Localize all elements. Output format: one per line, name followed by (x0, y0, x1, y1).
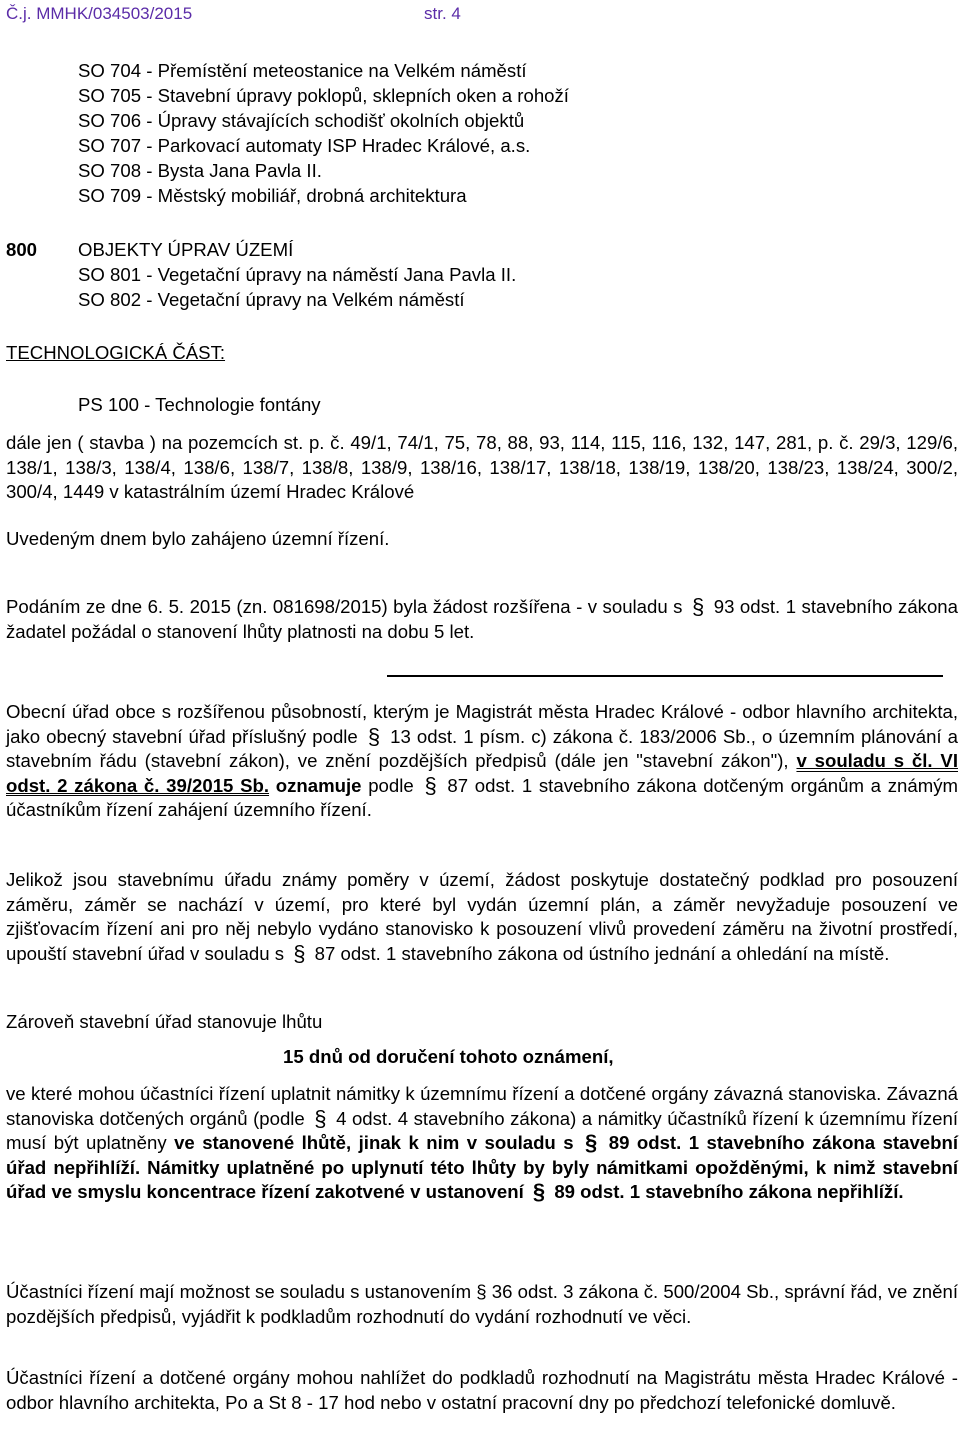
section-symbol: § (424, 772, 437, 798)
list-item: SO 801 - Vegetační úpravy na náměstí Jana Pavla II. (78, 264, 517, 285)
legal-reference: v souladu s čl. VI odst. 2 zákona č. 39/2015 Sb. (6, 750, 958, 796)
section-symbol: § (532, 1179, 546, 1204)
participants-paragraph: Účastníci řízení mají možnost se souladu s ustanovením § 36 odst. 3 zákona č. 500/2004 Sb., správní řád, ve znění pozdějších předpisů, vyjádřit k podkladům rozhodnutí do vydání rozhodnutí ve věci. (6, 1281, 958, 1327)
section-symbol: § (293, 940, 306, 966)
deadline-value: 15 dnů od doručení tohoto oznámení, (283, 1046, 614, 1067)
notice-paragraph: Obecní úřad obce s rozšířenou působností, kterým je Magistrát města Hradec Králové - odbor hlavního architekta, jako obecný stavební úřad příslušný podle § 13 odst. 1 písm. c) zákona č. 183/2006 Sb., o územním plánování a stavebním řádu (stavební zákon), ve znění pozdějších předpisů (dále jen "stavební zákon"), v souladu s čl. VI odst. 2 zákona č. 39/2015 Sb. oznamuje podle § 87 odst. 1 stavebního zákona dotčeným orgánům a známým účastníkům řízení zahájení územního řízení. (6, 701, 958, 820)
announce-keyword: oznamuje (275, 774, 362, 796)
extension-paragraph: Podáním ze dne 6. 5. 2015 (zn. 081698/2015) byla žádost rozšířena - v souladu s § 93 odst. 1 stavebního zákona žadatel požádal o stanovení lhůty platnosti na dobu 5 let. (6, 594, 958, 642)
list-item: SO 706 - Úpravy stávajících schodišť okolních objektů (78, 110, 525, 131)
list-item: SO 707 - Parkovací automaty ISP Hradec Králové, a.s. (78, 135, 531, 156)
section-symbol: § (367, 723, 381, 749)
list-item: SO 709 - Městský mobiliář, drobná architektura (78, 185, 467, 206)
group-number: 800 (6, 239, 38, 260)
tech-heading: TECHNOLOGICKÁ ČÁST: (6, 342, 226, 363)
deadline-intro: Zároveň stavební úřad stanovuje lhůtu (6, 1011, 323, 1032)
section-symbol: § (691, 594, 705, 619)
separator-line (387, 675, 943, 677)
deadline-emphasis: ve stanovené lhůtě, jinak k nim v souladu s (174, 1132, 574, 1153)
list-item: SO 802 - Vegetační úpravy na Velkém náměstí (78, 289, 465, 310)
list-item: SO 704 - Přemístění meteostanice na Velkém náměstí (78, 60, 527, 81)
objections-paragraph: ve které mohou účastníci řízení uplatnit námitky k územnímu řízení a dotčené orgány závazná stanoviska. Závazná stanoviska dotčených orgánů (podle § 4 odst. 4 stavebního zákona) a námitky účastníků řízení k územnímu řízení musí být uplatněny ve stanovené lhůtě, jinak k nim v souladu s § 89 odst. 1 stavebního zákona stavební úřad nepřihlíží. Námitky uplatněné po uplynutí této lhůty by byly námitkami opožděnými, k nimž stavební úřad ve smyslu koncentrace řízení zakotvené v ustanovení § 89 odst. 1 stavebního zákona nepřihlíží. (6, 1083, 959, 1204)
list-item: SO 705 - Stavební úpravy poklopů, sklepních oken a rohoží (78, 85, 569, 106)
section-symbol: § (314, 1105, 327, 1131)
group-title: OBJEKTY ÚPRAV ÚZEMÍ (78, 239, 294, 260)
inspection-paragraph: Účastníci řízení a dotčené orgány mohou nahlížet do podkladů rozhodnutí na Magistrátu města Hradec Králové - odbor hlavního architekta, Po a St 8 - 17 hod nebo v ostatní pracovní dny po předchozí telefonické domluvě. (6, 1367, 958, 1413)
proceedings-started: Uvedeným dnem bylo zahájeno územní řízení. (6, 528, 390, 549)
conditions-paragraph: Jelikož jsou stavebnímu úřadu známy poměry v území, žádost poskytuje dostatečný podklad pro posouzení záměru, záměr se nachází v území, pro které byl vydán územní plán, a záměr nevyžaduje posouzení ve zjišťovacím řízení ani pro něj nebylo vydáno stanovisko k posouzení vlivů provedení záměru na životní prostředí, upouští stavební úřad v souladu s § 87 odst. 1 stavebního zákona od ústního jednání a ohledání na místě. (6, 869, 958, 966)
list-item: PS 100 - Technologie fontány (78, 394, 321, 415)
list-item: SO 708 - Bysta Jana Pavla II. (78, 160, 322, 181)
reference-number: Č.j. MMHK/034503/2015 (6, 4, 193, 23)
page-number: str. 4 (424, 4, 461, 23)
section-symbol: § (585, 1130, 598, 1155)
parcels-paragraph: dále jen ( stavba ) na pozemcích st. p. č. 49/1, 74/1, 75, 78, 88, 93, 114, 115, 116, 132, 147, 281, p. č. 29/3, 129/6, 138/1, 138/3, 138/4, 138/6, 138/7, 138/8, 138/9, 138/16, 138/17, 138/18, 138/19, 138/20, 138/23, 138/24, 300/2, 300/4, 1449 v katastrálním území Hradec Králové (6, 432, 958, 502)
page-header (6, 4, 946, 26)
